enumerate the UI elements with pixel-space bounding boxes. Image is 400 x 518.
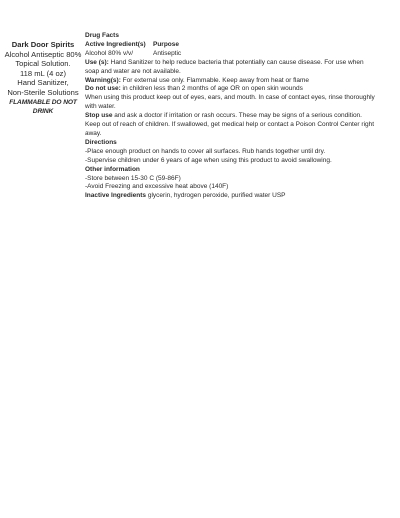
- inactive-ingredients-label: Inactive Ingredients: [85, 192, 147, 200]
- brand-name: Dark Door Spirits: [11, 40, 75, 49]
- do-not-use-text: in children less than 2 months of age OR on open skin wounds: [120, 85, 303, 93]
- stop-use-section: [85, 112, 377, 121]
- use-section: [85, 59, 377, 77]
- flammable-warning: FLAMMABLE DO NOT DRINK: [9, 98, 77, 116]
- other-information-heading: Other information: [85, 165, 140, 173]
- directions-item: -Place enough product on hands to cover all surfaces. Rub hands together until dry.: [85, 147, 326, 155]
- active-ingredient-value: Alcohol 80% v/v/: [85, 49, 134, 57]
- use-text: Hand Sanitizer to help reduce bacteria that potentially can cause disease. For use when soap and water are not available.: [85, 58, 364, 75]
- product-type-cont: Non-Sterile Solutions: [7, 87, 79, 97]
- warnings-label: Warning(s):: [85, 76, 121, 84]
- other-information-item: -Store between 15-30 C (59-86F): [85, 174, 181, 182]
- purpose-value: Antiseptic: [153, 49, 182, 57]
- keep-out-of-reach-text: Keep out of reach of children. If swallowed, get medical help or contact a Poison Control Center right away.: [85, 121, 375, 137]
- use-label: Use (s):: [85, 58, 109, 66]
- directions-heading: Directions: [85, 138, 117, 146]
- active-ingredient-row: [85, 50, 377, 59]
- product-volume: 118 mL (4 oz): [19, 68, 66, 78]
- when-using-text: When using this product keep out of eyes, ears, and mouth. In case of contact eyes, rinse thoroughly with water.: [85, 94, 375, 111]
- stop-use-label: Stop use: [85, 112, 113, 120]
- product-type: Hand Sanitizer,: [17, 78, 69, 88]
- drug-facts-panel: [85, 32, 377, 201]
- inactive-ingredients-section: [85, 192, 377, 201]
- purpose-heading: Purpose: [153, 40, 180, 48]
- drug-facts-title: Drug Facts: [85, 32, 119, 39]
- do-not-use-section: [85, 85, 377, 94]
- warnings-text: For external use only. Flammable. Keep away from heat or flame: [120, 76, 309, 84]
- warnings-section: [85, 77, 377, 86]
- product-description-cont: Topical Solution.: [15, 59, 71, 69]
- stop-use-text: and ask a doctor if irritation or rash occurs. These may be signs of a serious condition.: [112, 112, 362, 120]
- product-description: Alcohol Antiseptic 80%: [4, 49, 82, 59]
- active-ingredient-header-row: [85, 41, 377, 50]
- active-ingredient-heading: Active Ingredient(s): [85, 40, 146, 48]
- directions-item: -Supervise children under 6 years of age when using this product to avoid swallowing.: [85, 156, 332, 164]
- product-label-panel: [2, 40, 84, 117]
- do-not-use-label: Do not use:: [85, 85, 121, 93]
- other-information-item: -Avoid Freezing and excessive heat above (140F): [85, 183, 229, 191]
- inactive-ingredients-text: glycerin, hydrogen peroxide, purified water USP: [146, 192, 286, 200]
